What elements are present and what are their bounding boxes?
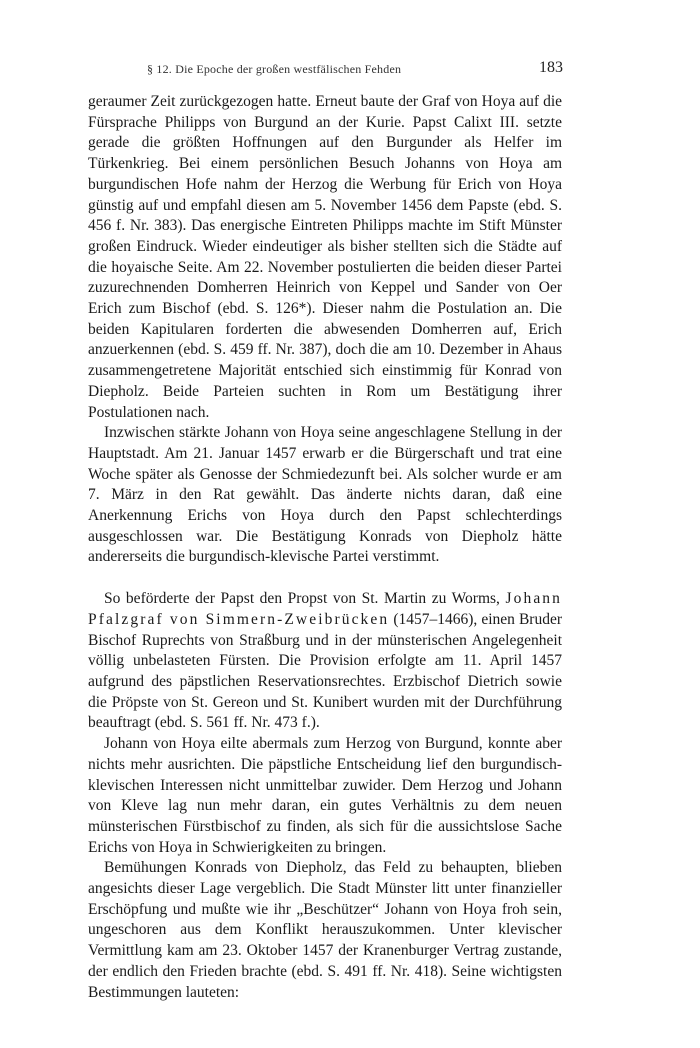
paragraph-3 [88, 589, 562, 734]
section-break [88, 568, 562, 589]
running-title: § 12. Die Epoche der großen westfälischen Fehden [147, 62, 402, 76]
paragraph-5: Bemühungen Konrads von Diepholz, das Feld zu behaupten, blieben angesichts dieser Lage vergeblich. Die Stadt Münster litt unter finanzieller Erschöpfung und mußte wie ihr „Beschützer“ Johann von Hoya froh sein, ungeschoren aus dem Konflikt herauszukommen. Unter klevischer Vermittlung kam am 23. Oktober 1457 der Kranenburger Vertrag zustande, der endlich den Frieden brachte (ebd. S. 491 ff. Nr. 418). Seine wichtigsten Bestimmungen lauteten: [88, 859, 562, 1001]
paragraph-3-rest: (1457–1466), einen Bruder Bischof Ruprechts von Straßburg und in der münsterischen Angelegenheit völlig unbelasteten Fürsten. Die Provision erfolgte am 11. April 1457 aufgrund des päpstlichen Reservationsrechtes. Erzbischof Dietrich sowie die Pröpste von St. Gereon und St. Kunibert wurden mit der Durchführung beauftragt (ebd. S. 561 ff. Nr. 473 f.). [88, 610, 562, 732]
person-name-spaced: Johann Pfalzgraf von Simmern-Zweibrücken [88, 590, 563, 628]
paragraph-3-lead: So beförderte der Papst den Propst von St. Martin zu Worms, [104, 590, 500, 608]
page-number: 183 [539, 59, 563, 76]
running-head [147, 59, 563, 79]
paragraph-4: Johann von Hoya eilte abermals zum Herzog von Burgund, konnte aber nichts mehr ausrichten. Die päpstliche Entscheidung lief den burgundisch-klevischen Interessen nicht unmittelbar zuwider. Dem Herzog und Johann von Kleve lag nun mehr daran, ein gutes Verhältnis zu dem neuen münsterischen Fürstbischof zu finden, als sich für die aussichtslose Sache Erichs von Hoya in Schwierigkeiten zu bringen. [88, 735, 562, 856]
paragraph-2: Inzwischen stärkte Johann von Hoya seine angeschlagene Stellung in der Hauptstadt. Am 21. Januar 1457 erwarb er die Bürgerschaft und trat eine Woche später als Genosse der Schmiedezunft bei. Als solcher wurde er am 7. März in den Rat gewählt. Das änderte nichts daran, daß eine Anerkennung Erichs von Hoya durch den Papst schlechterdings ausgeschlossen war. Die Bestätigung Konrads von Diepholz hätte andererseits die burgundisch-klevische Partei verstimmt. [88, 424, 562, 566]
paragraph-1: geraumer Zeit zurückgezogen hatte. Erneut baute der Graf von Hoya auf die Fürsprache Philipps von Burgund an der Kurie. Papst Calixt III. setzte gerade die größten Hoffnungen auf den Burgunder als Helfer im Türkenkrieg. Bei einem persönlichen Besuch Johanns von Hoya am burgundischen Hofe nahm der Herzog die Werbung für Erich von Hoya günstig auf und empfahl diesen am 5. November 1456 dem Papste (ebd. S. 456 f. Nr. 383). Das energische Eintreten Philipps machte im Stift Münster großen Eindruck. Wieder eindeutiger als bisher stellten sich die Städte auf die hoyaische Seite. Am 22. November postulierten die beiden dieser Partei zuzurechnenden Domherren Heinrich von Keppel und Sander von Oer Erich zum Bischof (ebd. S. 126*). Dieser nahm die Postulation an. Die beiden Kapitularen forderten die abwesenden Domherren auf, Erich anzuerkennen (ebd. S. 459 ff. Nr. 387), doch die am 10. Dezember in Ahaus zusammengetretene Majorität entschied sich einstimmig für Konrad von Diepholz. Beide Parteien suchten in Rom um Bestätigung ihrer Postulationen nach. [88, 93, 562, 421]
body-text [88, 92, 562, 1003]
